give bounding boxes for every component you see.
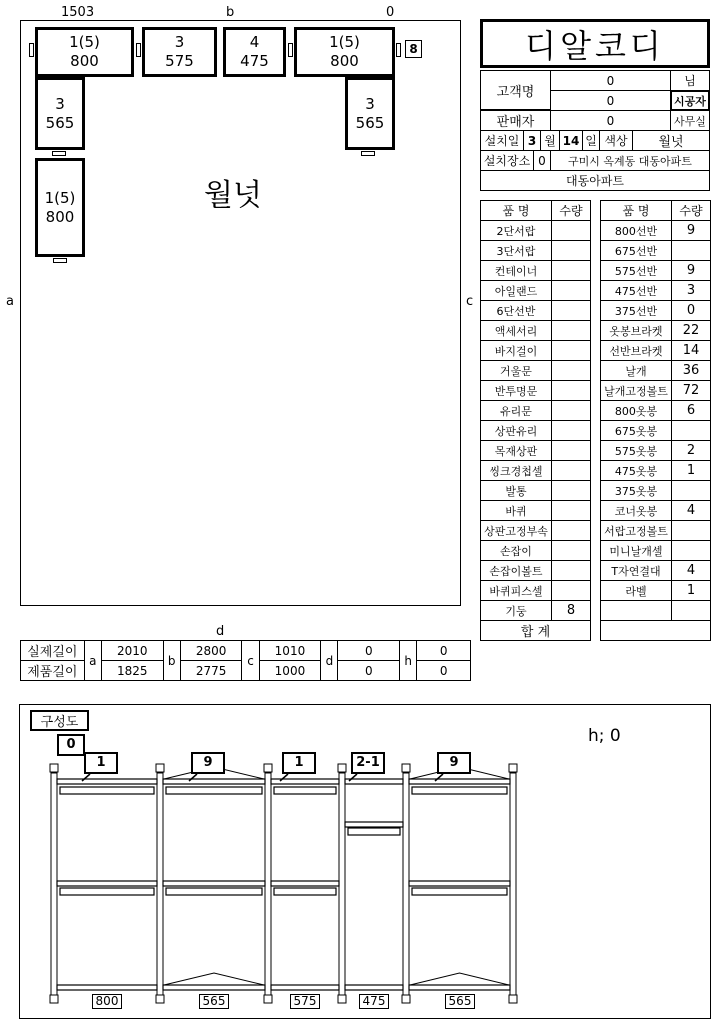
install-month-label: 월: [540, 130, 560, 151]
shelf: [163, 985, 265, 990]
post: [403, 773, 409, 996]
dim-a-actual[interactable]: 2010: [101, 641, 163, 661]
dim-h-label: h: [400, 641, 417, 681]
cabinet-width: 565: [45, 113, 75, 132]
shelf: [345, 985, 403, 990]
hanging-rod: [60, 787, 154, 794]
hanging-rod: [60, 888, 154, 895]
plan-dim-right: c: [466, 294, 474, 309]
unit-tag: 9: [437, 752, 471, 774]
shelf: [57, 779, 157, 784]
cabinet-count: 3: [174, 33, 185, 51]
col-name-header: 품 명: [481, 201, 552, 221]
item-name: 아일랜드: [481, 281, 552, 301]
shelf: [57, 881, 157, 886]
item-name: 675선반: [601, 241, 672, 261]
item-name: 서랍고정볼트: [601, 521, 672, 541]
shelf: [271, 881, 339, 886]
unit-tag: 2-1: [351, 752, 385, 774]
post-cap: [264, 764, 272, 772]
shelf: [163, 881, 265, 886]
customer-suffix: 님: [670, 70, 710, 91]
plan-dim-left: a: [6, 294, 14, 309]
item-name: 씽크경첩셀: [481, 461, 552, 481]
install-date-label: 설치일: [480, 130, 524, 151]
actual-length-label: 실제길이: [21, 641, 85, 661]
customer-value[interactable]: 0: [550, 70, 671, 91]
hanging-rod: [348, 828, 400, 835]
item-name: 날개고정볼트: [601, 381, 672, 401]
shelf: [57, 985, 157, 990]
item-name: 675옷봉: [601, 421, 672, 441]
item-name: 기둥: [481, 601, 552, 621]
shelf: [163, 779, 265, 784]
shelf: [409, 985, 510, 990]
cabinet-width: 575: [165, 52, 194, 70]
item-name: 375선반: [601, 301, 672, 321]
post-foot: [156, 995, 164, 1003]
item-name: 3단서랍: [481, 241, 552, 261]
item-name: 2단서랍: [481, 221, 552, 241]
post: [339, 773, 345, 996]
unit-tag: 9: [191, 752, 225, 774]
unit-width: 565: [445, 994, 475, 1009]
item-name: 475선반: [601, 281, 672, 301]
seller-value[interactable]: 0: [550, 110, 671, 131]
dim-d-product[interactable]: 0: [338, 661, 400, 681]
install-day[interactable]: 14: [559, 130, 583, 151]
dim-h-product[interactable]: 0: [417, 661, 471, 681]
item-qty[interactable]: 4: [672, 501, 711, 521]
dim-c-product[interactable]: 1000: [259, 661, 321, 681]
item-name: 상판유리: [481, 421, 552, 441]
color-label: 색상: [599, 130, 633, 151]
post: [265, 773, 271, 996]
installer-label: 시공자: [670, 90, 710, 111]
item-name: 코너옷봉: [601, 501, 672, 521]
item-qty[interactable]: 8: [552, 601, 591, 621]
col-name-header: 품 명: [601, 201, 672, 221]
unit-width: 800: [92, 994, 122, 1009]
dim-c-actual[interactable]: 1010: [259, 641, 321, 661]
cabinet-width: 800: [70, 52, 99, 70]
unit-tag: 1: [84, 752, 118, 774]
plan-dim-bottom: d: [216, 624, 225, 639]
post-foot: [264, 995, 272, 1003]
unit-width: 575: [290, 994, 320, 1009]
item-name: 575선반: [601, 261, 672, 281]
item-qty[interactable]: 2: [672, 441, 711, 461]
cabinet-count: 3: [365, 94, 375, 113]
item-name: 바퀴: [481, 501, 552, 521]
col-qty-header: 수량: [672, 201, 711, 221]
hanging-rod: [166, 787, 262, 794]
cabinet-width: 800: [45, 207, 75, 226]
shelf: [271, 985, 339, 990]
item-name: 날개: [601, 361, 672, 381]
unit-tag: 1: [282, 752, 316, 774]
installer-value[interactable]: 0: [550, 90, 671, 111]
item-name: 상판고정부속: [481, 521, 552, 541]
hanging-rod: [166, 888, 262, 895]
install-place-name[interactable]: 대동아파트: [480, 170, 710, 191]
dim-d-actual[interactable]: 0: [338, 641, 400, 661]
item-qty[interactable]: 1: [672, 461, 711, 481]
item-name: 옷봉브라켓: [601, 321, 672, 341]
shelf: [409, 779, 510, 784]
cabinet-count: 4: [249, 33, 260, 51]
unit-width: 475: [359, 994, 389, 1009]
post-cap: [509, 764, 517, 772]
shelf: [345, 779, 403, 784]
hanging-rod: [274, 787, 336, 794]
item-name: 거울문: [481, 361, 552, 381]
post-foot: [402, 995, 410, 1003]
dim-a-label: a: [84, 641, 101, 681]
item-name: 반투명문: [481, 381, 552, 401]
install-place-code: 0: [533, 150, 551, 171]
item-name: 목재상판: [481, 441, 552, 461]
hanging-rod: [412, 888, 507, 895]
dim-b-label: b: [163, 641, 180, 681]
item-name: 미니날개셀: [601, 541, 672, 561]
config-height-label: h; 0: [588, 726, 621, 746]
item-qty[interactable]: 14: [672, 341, 711, 361]
item-qty[interactable]: 1: [672, 581, 711, 601]
post-foot: [338, 995, 346, 1003]
install-place-label: 설치장소: [480, 150, 534, 171]
post-cap: [50, 764, 58, 772]
cabinet-count: 3: [55, 94, 65, 113]
post: [510, 773, 516, 996]
item-name: 6단선반: [481, 301, 552, 321]
cabinet-width: 800: [330, 52, 359, 70]
item-qty[interactable]: 9: [672, 221, 711, 241]
item-qty[interactable]: 72: [672, 381, 711, 401]
hanging-rod: [274, 888, 336, 895]
item-qty[interactable]: 36: [672, 361, 711, 381]
seller-label: 판매자: [480, 110, 551, 131]
item-name: 선반브라켓: [601, 341, 672, 361]
cabinet-count: 1(5): [44, 188, 76, 207]
dim-h-actual[interactable]: 0: [417, 641, 471, 661]
customer-label: 고객명: [480, 70, 551, 110]
item-qty[interactable]: 0: [672, 301, 711, 321]
config-start-tag: 0: [57, 734, 85, 756]
item-name: T자연결대: [601, 561, 672, 581]
cabinet-count: 1(5): [69, 33, 100, 51]
item-qty[interactable]: 6: [672, 401, 711, 421]
post-foot: [509, 995, 517, 1003]
item-name: 컨테이너: [481, 261, 552, 281]
plan-side-tag: 8: [405, 40, 422, 58]
items-total: 합 계: [481, 621, 591, 641]
item-qty[interactable]: 9: [672, 261, 711, 281]
dim-b-product[interactable]: 2775: [180, 661, 242, 681]
item-name: 발통: [481, 481, 552, 501]
hanging-rod: [412, 787, 507, 794]
dim-c-label: c: [242, 641, 259, 681]
item-name: 800선반: [601, 221, 672, 241]
install-day-label: 일: [582, 130, 600, 151]
cabinet-width: 475: [240, 52, 269, 70]
unit-width: 565: [199, 994, 229, 1009]
plan-dim-top-right: 0: [386, 5, 395, 20]
post-foot: [50, 995, 58, 1003]
post-cap: [156, 764, 164, 772]
post-cap: [338, 764, 346, 772]
item-name: 손잡이볼트: [481, 561, 552, 581]
item-name: 375옷봉: [601, 481, 672, 501]
post-cap: [402, 764, 410, 772]
post: [157, 773, 163, 996]
item-qty[interactable]: 3: [672, 281, 711, 301]
corner-shelf-outline: [410, 973, 509, 985]
item-name: 액세서리: [481, 321, 552, 341]
plan-color-label: 월넛: [204, 178, 262, 213]
item-name: 475옷봉: [601, 461, 672, 481]
item-name: 바퀴피스셀: [481, 581, 552, 601]
product-length-label: 제품길이: [21, 661, 85, 681]
item-qty[interactable]: 22: [672, 321, 711, 341]
brand-logo: 디알코디: [525, 26, 665, 65]
install-month[interactable]: 3: [523, 130, 541, 151]
item-qty[interactable]: 4: [672, 561, 711, 581]
item-name: 유리문: [481, 401, 552, 421]
plan-dim-top-mid: b: [226, 5, 235, 20]
dim-a-product[interactable]: 1825: [101, 661, 163, 681]
config-title: 구성도: [30, 710, 89, 731]
item-name: 800옷봉: [601, 401, 672, 421]
office-label: 사무실: [670, 110, 710, 131]
dim-d-label: d: [321, 641, 338, 681]
cabinet-width: 565: [355, 113, 385, 132]
shelf: [409, 881, 510, 886]
post: [51, 773, 57, 996]
item-name: 라벨: [601, 581, 672, 601]
dim-b-actual[interactable]: 2800: [180, 641, 242, 661]
color-value[interactable]: 월넛: [632, 130, 710, 151]
corner-shelf-outline: [164, 973, 264, 985]
item-name: 바지걸이: [481, 341, 552, 361]
item-name: 575옷봉: [601, 441, 672, 461]
cabinet-count: 1(5): [329, 33, 360, 51]
install-place-address[interactable]: 구미시 옥계동 대동아파트: [550, 150, 710, 171]
plan-dim-top-left: 1503: [61, 5, 95, 20]
shelf: [345, 822, 403, 827]
item-name: 손잡이: [481, 541, 552, 561]
col-qty-header: 수량: [552, 201, 591, 221]
